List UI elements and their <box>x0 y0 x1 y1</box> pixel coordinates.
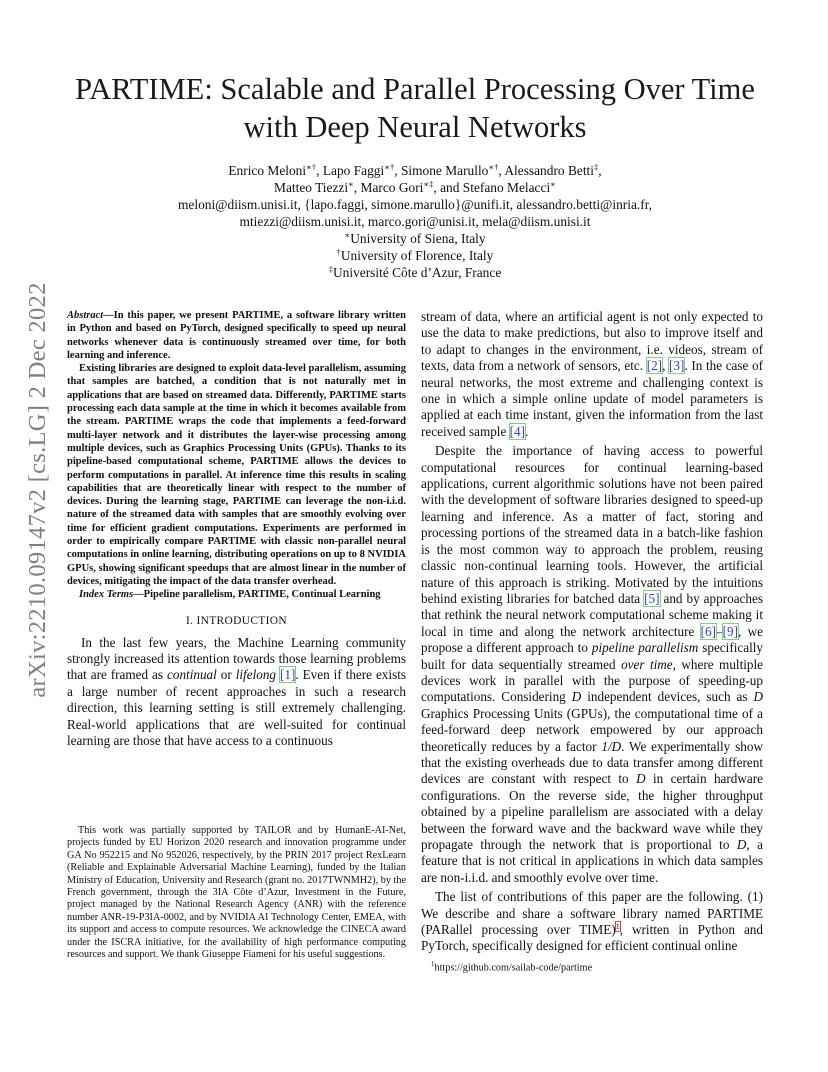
paper-title: PARTIME: Scalable and Parallel Processing Over Time with Deep Neural Networks <box>75 72 755 144</box>
affiliation-cote-azur: ‡Université Côte d’Azur, France <box>328 264 502 280</box>
author-line-1: Enrico Meloni∗†, Lapo Faggi∗†, Simone Marullo∗†, Alessandro Betti‡, <box>228 162 602 178</box>
author-line-2: Matteo Tiezzi∗, Marco Gori∗‡, and Stefano Melacci∗ <box>274 179 556 195</box>
footnote-link[interactable]: 1 <box>615 922 620 932</box>
url-footnote: $^1$https://github.com/sailab-code/partime <box>431 960 593 974</box>
intro-paragraph-1: In the last few years, the Machine Learning community strongly increased its attention towards those learning problems that are framed as continual or lifelong [1]. Even if there exists a large number of recent approaches in such a research direction, this learning setting is still extremely challenging. Real-world applications that are well-suited for continual learning are those that have access to a continuous <box>67 634 406 748</box>
abstract-paragraph-2: Existing libraries are designed to exploit data-level parallelism, assuming that samples are batched, a condition that is not naturally met in applications that are based on streamed data. Differently, PARTIME starts processing each data sample at the time in which it becomes available from the stream. PARTIME wraps the code that implements a feed-forward multi-layer network and it distributes the layer-wise processing among multiple devices, such as Graphics Processing Units (GPUs). Thanks to its pipeline-based computational scheme, PARTIME allows the devices to perform computations in parallel. At inference time this results in scaling capabilities that are theoretically linear with respect to the number of devices. During the learning stage, PARTIME can leverage the non-i.i.d. nature of the streamed data with samples that are smoothly evolving over time for efficient gradient computations. Experiments are performed in order to empirically compare PARTIME with classic non-parallel neural computations in online learning, distributing operations on up to 8 NVIDIA GPUs, showing significant speedups that are almost linear in the number of devices, mitigating the impact of the data transfer overhead. <box>67 363 406 587</box>
funding-footnote: This work was partially supported by TAILOR and by HumanE-AI-Net, projects funded by EU Horizon 2020 research and innovation programme under GA No 952215 and No 952026, respectively, by the PRIN 2017 project RexLearn (Reliable and Explainable Adversarial Machine Learning), funded by the Italian Ministry of Education, University and Research (grant no. 2017TWNMH2), by the French government, through the 3IA Côte d’Azur, Investment in the Future, project managed by the National Research Agency (ANR) with the reference number ANR-19-P3IA-0002, and by NVIDIA AI Technology Center, EMEA, with its support and access to compute resources. We acknowledge the CINECA award under the ISCRA initiative, for the availability of high performance computing resources and support. We thank Giuseppe Fiameni for his useful suggestions. <box>67 825 406 961</box>
affiliation-florence: †University of Florence, Italy <box>336 247 494 263</box>
right-paragraph-1: stream of data, where an artificial agent is not only expected to use the data to make predictions, but also to improve itself and to adapt to changes in the environment, i.e. videos, stream of texts, data from a network of sensors, etc. [2], [3]. In the case of neural networks, the most extreme and challenging context is one in which a simple online update of model parameters is applied at each time instant, given the information from the last received sample [4]. <box>421 309 763 439</box>
left-column <box>67 309 406 749</box>
citation-link[interactable]: [1] <box>279 667 296 683</box>
author-block <box>120 162 710 281</box>
arxiv-side-stamp: arXiv:2210.09147v2 [cs.LG] 2 Dec 2022 <box>24 282 51 698</box>
affiliation-siena: ∗University of Siena, Italy <box>344 230 486 246</box>
citation-link[interactable]: [2] <box>646 358 663 374</box>
abstract-paragraph-1: Abstract—In this paper, we present PARTIME, a software library written in Python and based on PyTorch, designed specifically to speed up neural networks whenever data is continuously streamed over time, for both learning and inference. <box>67 310 406 361</box>
abstract <box>67 309 406 588</box>
citation-link[interactable]: [6] <box>700 623 717 639</box>
index-terms: Index Terms—Pipeline parallelism, PARTIME, Continual Learning <box>79 589 381 601</box>
citation-link[interactable]: [5] <box>644 590 660 606</box>
citation-link[interactable]: [4] <box>509 423 525 439</box>
citation-link[interactable]: [3] <box>669 358 685 374</box>
author-emails-2: mtiezzi@diism.unisi.it, marco.gori@unisi.it, mela@diism.unisi.it <box>239 214 591 229</box>
citation-link[interactable]: [9] <box>722 623 739 639</box>
intro-body <box>67 635 406 750</box>
right-column <box>421 309 763 955</box>
section-heading-introduction: I. INTRODUCTION <box>186 614 287 627</box>
right-paragraph-2: Despite the importance of having access to powerful computational resources for continual learning-based applications, current algorithmic solutions have not been paired with the development of software libraries designed to speed-up learning and inference. As a matter of fact, storing and processing portions of the streamed data in a batch-like fashion is the most common way to approach the problem, reusing classic non-continual learning tools. However, the artificial nature of this approach is striking. Motivated by the intuitions behind existing libraries for batched data [5] and by approaches that rethink the neural network computational scheme making it local in time and along the network architecture [6]–[9], we propose a different approach to pipeline parallelism specifically built for data sequentially streamed over time, where multiple devices work in parallel with the purpose of speeding-up computations. Considering D independent devices, such as D Graphics Processing Units (GPUs), the computational time of a feed-forward deep network empowered by our approach theoretically reduces by a factor 1/D. We experimentally show that the existing overheads due to data transfer among different devices are constant with respect to D in certain hardware configurations. On the reverse side, the higher throughput obtained by a pipeline parallelism are associated with a delay between the forward wave and the backward wave while they propagate through the network that is proportional to D, a feature that is not critical in applications in which data samples are non-i.i.d. and smoothly evolve over time. <box>421 443 764 885</box>
author-emails-1: meloni@diism.unisi.it, {lapo.faggi, simone.marullo}@unifi.it, alessandro.betti@inria.fr, <box>177 197 653 212</box>
right-paragraph-3: The list of contributions of this paper are the following. (1) We describe and share a software library named PARTIME (PARallel processing over TIME)$^1$, written in Python and PyTorch, specifically designed for efficient continual online <box>421 889 763 954</box>
